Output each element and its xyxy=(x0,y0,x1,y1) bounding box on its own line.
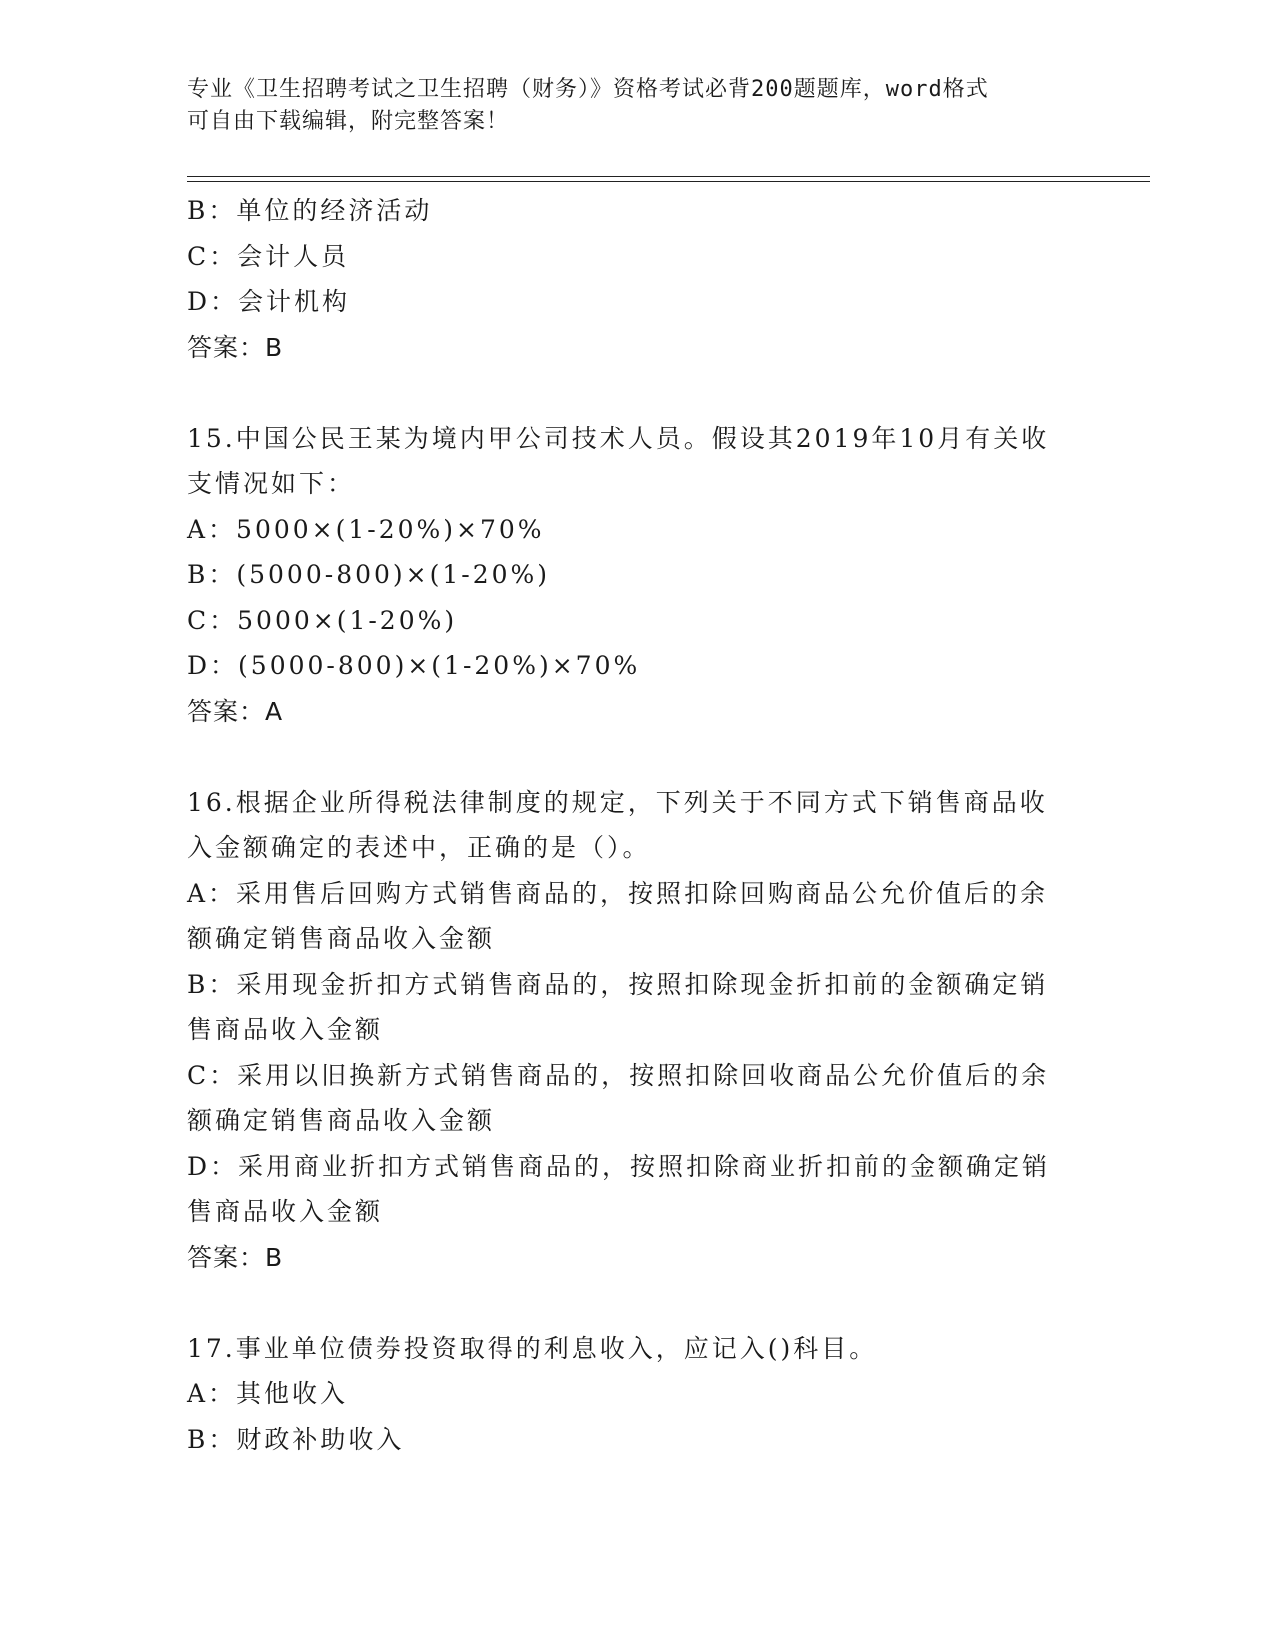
spacer xyxy=(187,370,1087,416)
header-line-2: 可自由下载编辑，附完整答案！ xyxy=(187,109,510,134)
option-c-continued: 额确定销售商品收入金额 xyxy=(187,1106,496,1135)
question-15 xyxy=(187,416,1087,735)
option-b: B：(5000-800)×(1-20%) xyxy=(187,560,551,589)
option-d: D：会计机构 xyxy=(187,287,351,316)
question-17 xyxy=(187,1326,1087,1463)
answer-line: 答案：B xyxy=(187,332,284,362)
option-a: A：其他收入 xyxy=(187,1379,349,1408)
option-a-continued: 额确定销售商品收入金额 xyxy=(187,924,496,953)
header-rule-bottom xyxy=(187,181,1150,182)
question-16 xyxy=(187,780,1087,1281)
option-d: D：采用商业折扣方式销售商品的，按照扣除商业折扣前的金额确定销 xyxy=(187,1151,1051,1181)
option-c: C：采用以旧换新方式销售商品的，按照扣除回收商品公允价值后的余 xyxy=(187,1060,1050,1090)
spacer xyxy=(187,1280,1087,1326)
option-b: B：采用现金折扣方式销售商品的，按照扣除现金折扣前的金额确定销 xyxy=(187,969,1049,999)
option-c: C：会计人员 xyxy=(187,241,350,271)
answer-line: 答案：A xyxy=(187,696,284,726)
document-body xyxy=(187,188,1087,1462)
option-d: D：(5000-800)×(1-20%)×70% xyxy=(187,651,641,680)
option-a: A：采用售后回购方式销售商品的，按照扣除回购商品公允价值后的余 xyxy=(187,878,1049,908)
answer-line: 答案：B xyxy=(187,1242,284,1272)
document-header xyxy=(187,74,1067,138)
question-stem-line: 支情况如下： xyxy=(187,469,356,498)
header-rule-top xyxy=(187,176,1150,177)
header-line-1: 专业《卫生招聘考试之卫生招聘（财务）》资格考试必背200题题库，word格式 xyxy=(187,77,989,102)
question-stem-line: 入金额确定的表述中，正确的是（）。 xyxy=(187,833,651,862)
option-b-continued: 售商品收入金额 xyxy=(187,1015,384,1044)
question-stem-line: 16.根据企业所得税法律制度的规定，下列关于不同方式下销售商品收 xyxy=(187,787,1048,817)
option-a: A：5000×(1-20%)×70% xyxy=(187,514,545,544)
question-stem-line: 17.事业单位债券投资取得的利息收入，应记入()科目。 xyxy=(187,1333,878,1363)
question-stem-line: 15.中国公民王某为境内甲公司技术人员。假设其2019年10月有关收 xyxy=(187,423,1050,453)
option-c: C：5000×(1-20%) xyxy=(187,605,458,635)
question-14 xyxy=(187,188,1087,370)
option-d-continued: 售商品收入金额 xyxy=(187,1197,384,1226)
option-b: B：单位的经济活动 xyxy=(187,196,433,225)
spacer xyxy=(187,734,1087,780)
option-b: B：财政补助收入 xyxy=(187,1424,405,1454)
